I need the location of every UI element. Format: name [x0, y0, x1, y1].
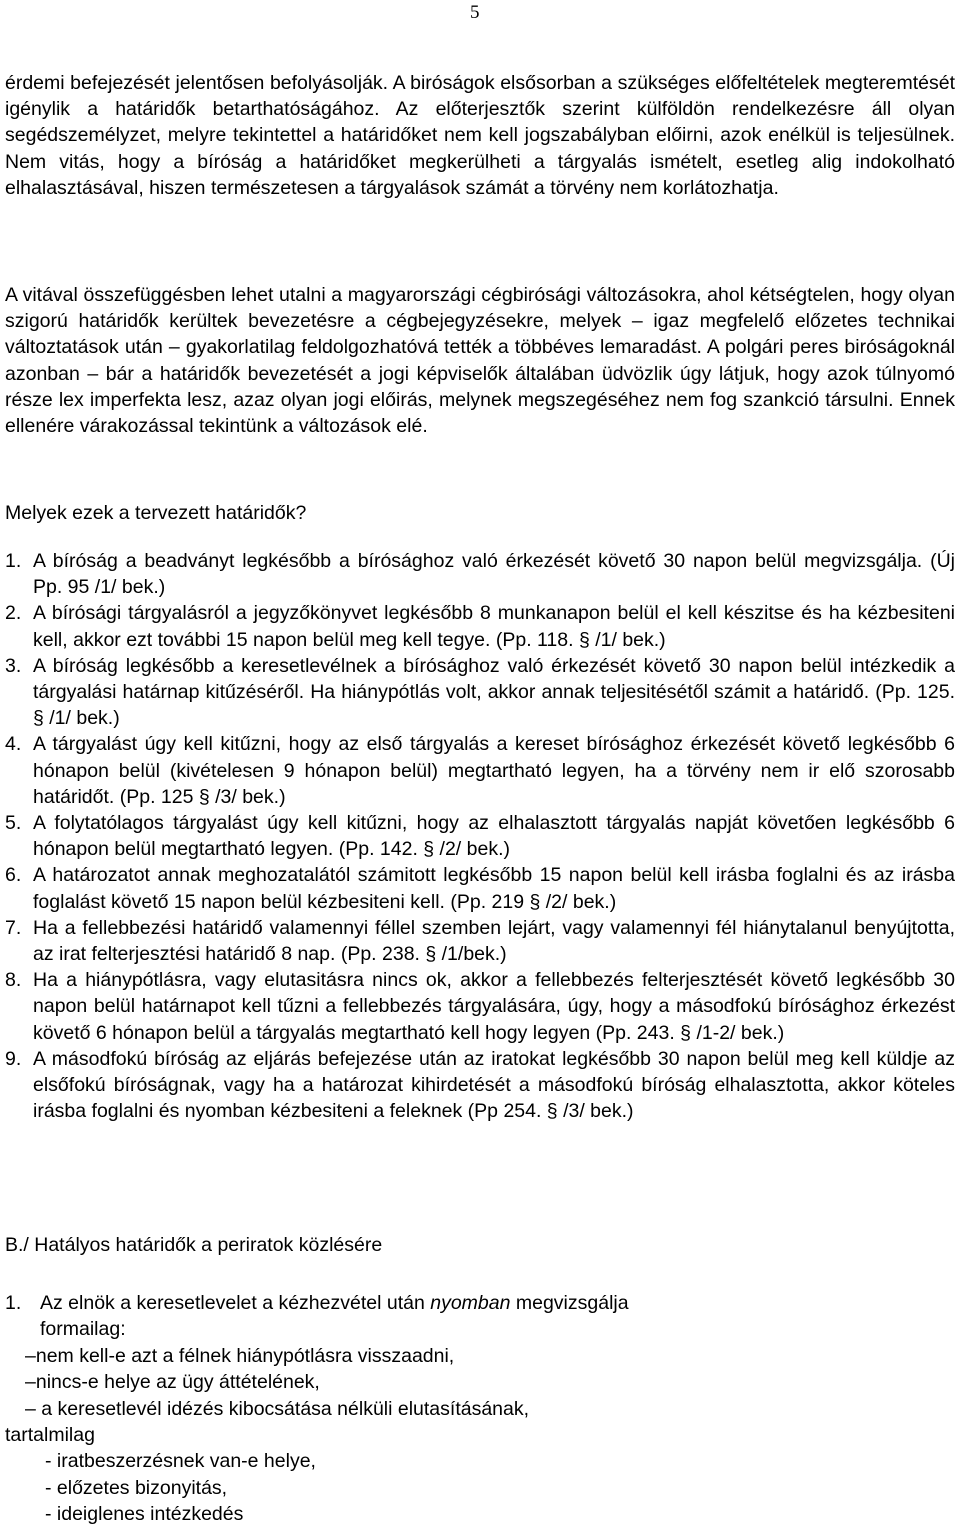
formal-label: formailag:: [40, 1318, 126, 1341]
list-item-number: 6.: [5, 864, 22, 887]
item-text-end: megvizsgálja: [510, 1292, 629, 1314]
list-item: [5, 915, 955, 967]
list-item: [5, 653, 955, 732]
formal-item: – a keresetlevél idézés kibocsátása nélküli elutasításának,: [25, 1397, 530, 1420]
list-item-number: 3.: [5, 654, 22, 677]
paragraph-1: érdemi befejezését jelentősen befolyásolják. A biróságok elsősorban a szükséges előfeltételek megteremtését igénylik a határidők betarthatóságához. Az előterjesztők szerint külföldön rendelkezésre áll olyan segédszemélyzet, melyre tekintettel a határidőket nem kell jogszabályban előirni, azok enélkül is teljesülnek. Nem vitás, hogy a bíróság a határidőket megkerülheti a tárgyalás ismételt, esetleg alig indokolható elhalasztásával, hiszen természetesen a tárgyalások számát a törvény nem korlátozhatja.: [5, 72, 955, 199]
formal-item: –nem kell-e azt a félnek hiánypótlásra visszaadni,: [25, 1344, 455, 1367]
formal-item: –nincs-e helye az ügy áttételének,: [25, 1371, 320, 1394]
paragraph-2: A vitával összefüggésben lehet utalni a magyarországi cégbirósági változásokra, ahol kétségtelen, hogy olyan szigorú határidők kerültek bevezetésre a cégbejegyzésekre, melyek – igaz megfelelő előzetes technikai változtatások után – gyakorlatilag feldolgozhatóvá tették a többéves lemaradást. A polgári peres biróságoknál azonban – bár a határidők bevezetését a jogi képviselők általában üdvözlik úgy látjuk, hogy azok túlnyomó része lex imperfekta lesz, azaz olyan jogi előirás, melynek megszegéséhez nem fog szankció társulni. Ennek ellenére várakozással tekintünk a változások elé.: [5, 284, 955, 438]
list-item: [5, 600, 955, 652]
section-b-item-text: [5, 1290, 955, 1316]
paragraph-question: Melyek ezek a tervezett határidők?: [5, 502, 307, 524]
list-item-number: 4.: [5, 733, 22, 756]
section-b-item-number: 1.: [5, 1292, 22, 1314]
section-b-heading: B./ Hatályos határidők a periratok közlésére: [5, 1234, 383, 1256]
section-b-item: [5, 1290, 955, 1528]
list-item-text: A határozatot annak meghozatalától számitott legkésőbb 15 napon belül kell irásba foglalni és az irásba foglalást követő 15 napon belül kézbesiteni kell. (Pp. 219 § /2/ bek.): [33, 864, 955, 913]
list-item-text: Ha a hiánypótlásra, vagy elutasitásra nincs ok, akkor a fellebbezés felterjesztését követő legkésőbb 30 napon belül határnapot kell tűzni a fellebbezés tárgyalására, úgy, hogy a másodfokú bírósághoz érkezést követő 6 hónapon belül a tárgyalás megtartható kell hogy legyen (Pp. 243. § /1-2/ bek.): [33, 969, 955, 1044]
list-item-number: 2.: [5, 602, 22, 625]
list-item: [5, 810, 955, 862]
list-item-number: 5.: [5, 812, 22, 835]
list-item: [5, 1046, 955, 1125]
list-item-number: 1.: [5, 550, 22, 572]
list-item: [5, 862, 955, 914]
page-number: 5: [470, 2, 480, 23]
list-item: [5, 548, 955, 600]
list-item-text: A bírósági tárgyalásról a jegyzőkönyvet legkésőbb 8 munkanapon belül el kell készitse és ha kézbesiteni kell, akkor ezt további 15 napon belül meg kell tegye. (Pp. 118. § /1/ bek.): [33, 602, 955, 651]
list-item-text: Ha a fellebbezési határidő valamennyi féllel szemben lejárt, vagy valamennyi fél hiánytalanul benyújtotta, az irat felterjesztési határidő 8 nap. (Pp. 238. § /1/bek.): [33, 916, 955, 966]
item-text-start: Az elnök a keresetlevelet a kézhezvétel után: [40, 1292, 431, 1314]
list-item-text: A másodfokú bíróság az eljárás befejezése után az iratokat legkésőbb 30 napon belül meg kell küldje az elsőfokú bíróságnak, vagy ha a határozat kihirdetését a másodfokú bíróság elhalasztotta, akkor köteles irásba foglalni és nyomban kézbesiteni a feleknek (Pp 254. § /3/ bek.): [33, 1047, 955, 1123]
item-text-italic: nyomban: [430, 1292, 511, 1314]
content-item: - iratbeszerzésnek van-e helye,: [45, 1450, 316, 1473]
deadline-list: [5, 548, 955, 1124]
list-item-text: A folytatólagos tárgyalást úgy kell kitűzni, hogy az elhalasztott tárgyalás napját követően legkésőbb 6 hónapon belül megtartható legyen. (Pp. 142. § /2/ bek.): [33, 812, 955, 861]
content-item: - ideiglenes intézkedés: [45, 1503, 244, 1526]
list-item: [5, 967, 955, 1046]
content-item: - előzetes bizonyitás,: [45, 1476, 228, 1499]
list-item-number: 7.: [5, 916, 22, 939]
list-item: [5, 731, 955, 810]
list-item-number: 8.: [5, 969, 22, 992]
list-item-text: A tárgyalást úgy kell kitűzni, hogy az első tárgyalás a kereset bírósághoz érkezését követő legkésőbb 6 hónapon belül (kivételesen 9 hónapon belül) megtartható legyen, ha a törvény nem ir elő szorosabb határidőt. (Pp. 125 § /3/ bek.): [33, 733, 955, 808]
content-label: tartalmilag: [5, 1424, 95, 1447]
list-item-text: A bíróság a beadványt legkésőbb a bírósághoz való érkezését követő 30 napon belül megvizsgálja. (Új Pp. 95 /1/ bek.): [33, 550, 955, 599]
list-item-text: A bíróság legkésőbb a keresetlevélnek a bírósághoz való érkezését követő 30 napon belül intézkedik a tárgyalási határnap kitűzéséről. Ha hiánypótlás volt, akkor annak teljesitésétől számit a határidő. (Pp. 125. § /1/ bek.): [33, 654, 955, 730]
list-item-number: 9.: [5, 1047, 22, 1070]
